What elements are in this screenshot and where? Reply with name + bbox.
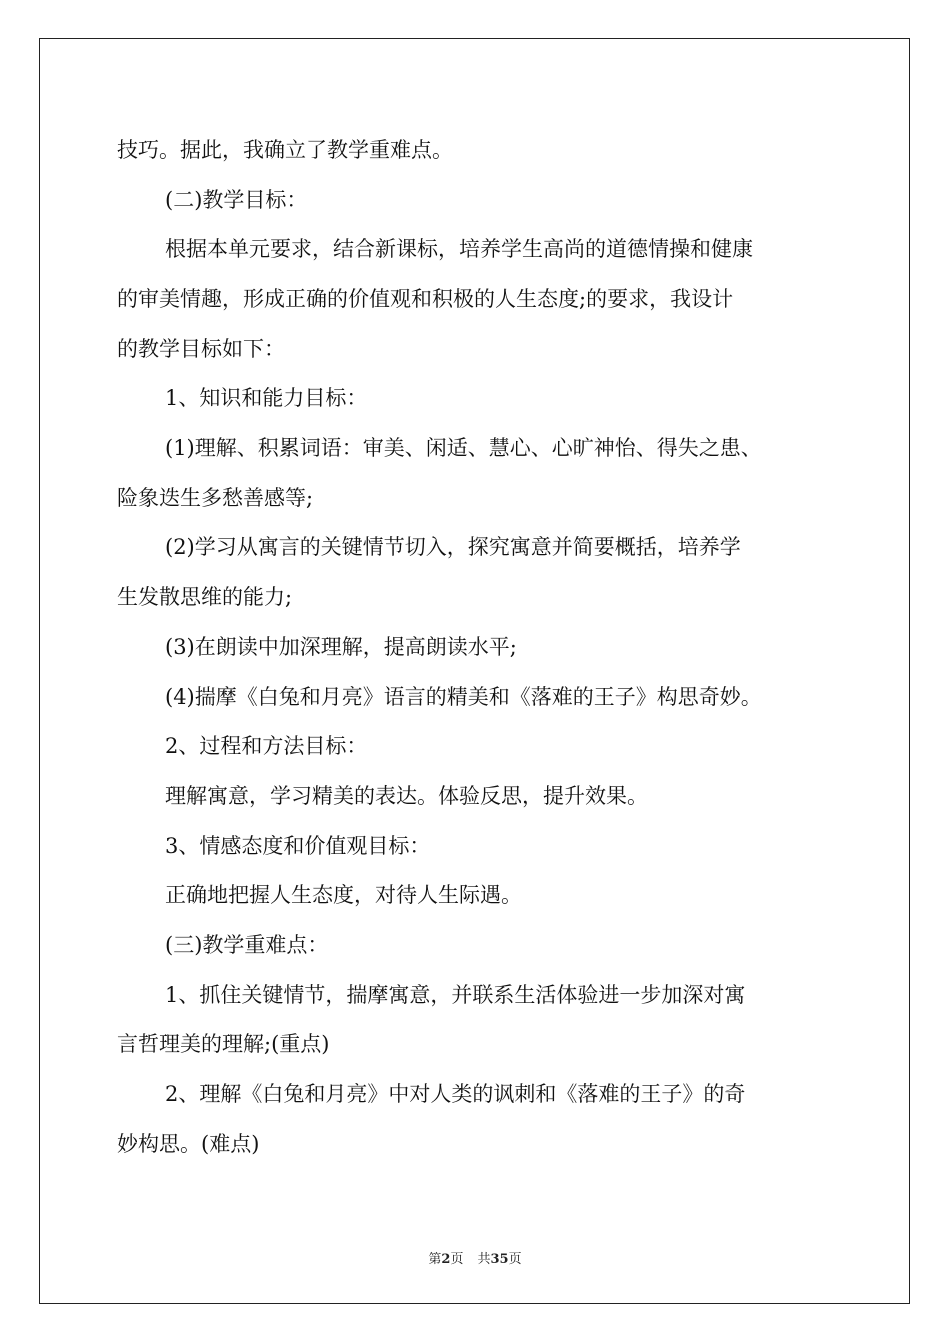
text-line: 的审美情趣，形成正确的价值观和积极的人生态度;的要求，我设计 bbox=[117, 287, 734, 311]
page-footer bbox=[0, 1248, 950, 1267]
total-suffix: 页 bbox=[508, 1252, 522, 1267]
text-line: (2)学习从寓言的关键情节切入，探究寓意并简要概括，培养学 bbox=[165, 535, 741, 559]
text-line: 根据本单元要求，结合新课标，培养学生高尚的道德情操和健康 bbox=[165, 237, 753, 261]
page-suffix: 页 bbox=[450, 1252, 464, 1267]
text-line: 生发散思维的能力; bbox=[117, 585, 293, 609]
text-line: 1、抓住关键情节，揣摩寓意，并联系生活体验进一步加深对寓 bbox=[165, 983, 746, 1007]
text-line: (4)揣摩《白兔和月亮》语言的精美和《落难的王子》构思奇妙。 bbox=[165, 685, 762, 709]
text-line: 技巧。据此，我确立了教学重难点。 bbox=[117, 138, 453, 162]
page-border bbox=[39, 38, 910, 1304]
text-line: 的教学目标如下： bbox=[117, 337, 285, 361]
total-pages: 35 bbox=[490, 1252, 509, 1267]
text-line: 2、理解《白兔和月亮》中对人类的讽刺和《落难的王子》的奇 bbox=[165, 1082, 746, 1106]
section-heading: (三)教学重难点： bbox=[165, 933, 329, 957]
subheading: 2、过程和方法目标： bbox=[165, 734, 368, 758]
text-line: 险象迭生多愁善感等; bbox=[117, 486, 314, 510]
section-heading: (二)教学目标： bbox=[165, 188, 308, 212]
text-line: 言哲理美的理解;(重点) bbox=[117, 1032, 330, 1056]
subheading: 3、情感态度和价值观目标： bbox=[165, 834, 431, 858]
text-line: (3)在朗读中加深理解，提高朗读水平; bbox=[165, 635, 517, 659]
subheading: 1、知识和能力目标： bbox=[165, 386, 368, 410]
page-number: 2 bbox=[441, 1252, 451, 1267]
text-line: (1)理解、积累词语：审美、闲适、慧心、心旷神怡、得失之患、 bbox=[165, 436, 762, 460]
text-line: 理解寓意，学习精美的表达。体验反思，提升效果。 bbox=[165, 784, 648, 808]
page-prefix: 第 bbox=[428, 1252, 442, 1267]
text-line: 妙构思。(难点) bbox=[117, 1132, 260, 1156]
text-line: 正确地把握人生态度，对待人生际遇。 bbox=[165, 883, 522, 907]
total-prefix: 共 bbox=[477, 1252, 491, 1267]
